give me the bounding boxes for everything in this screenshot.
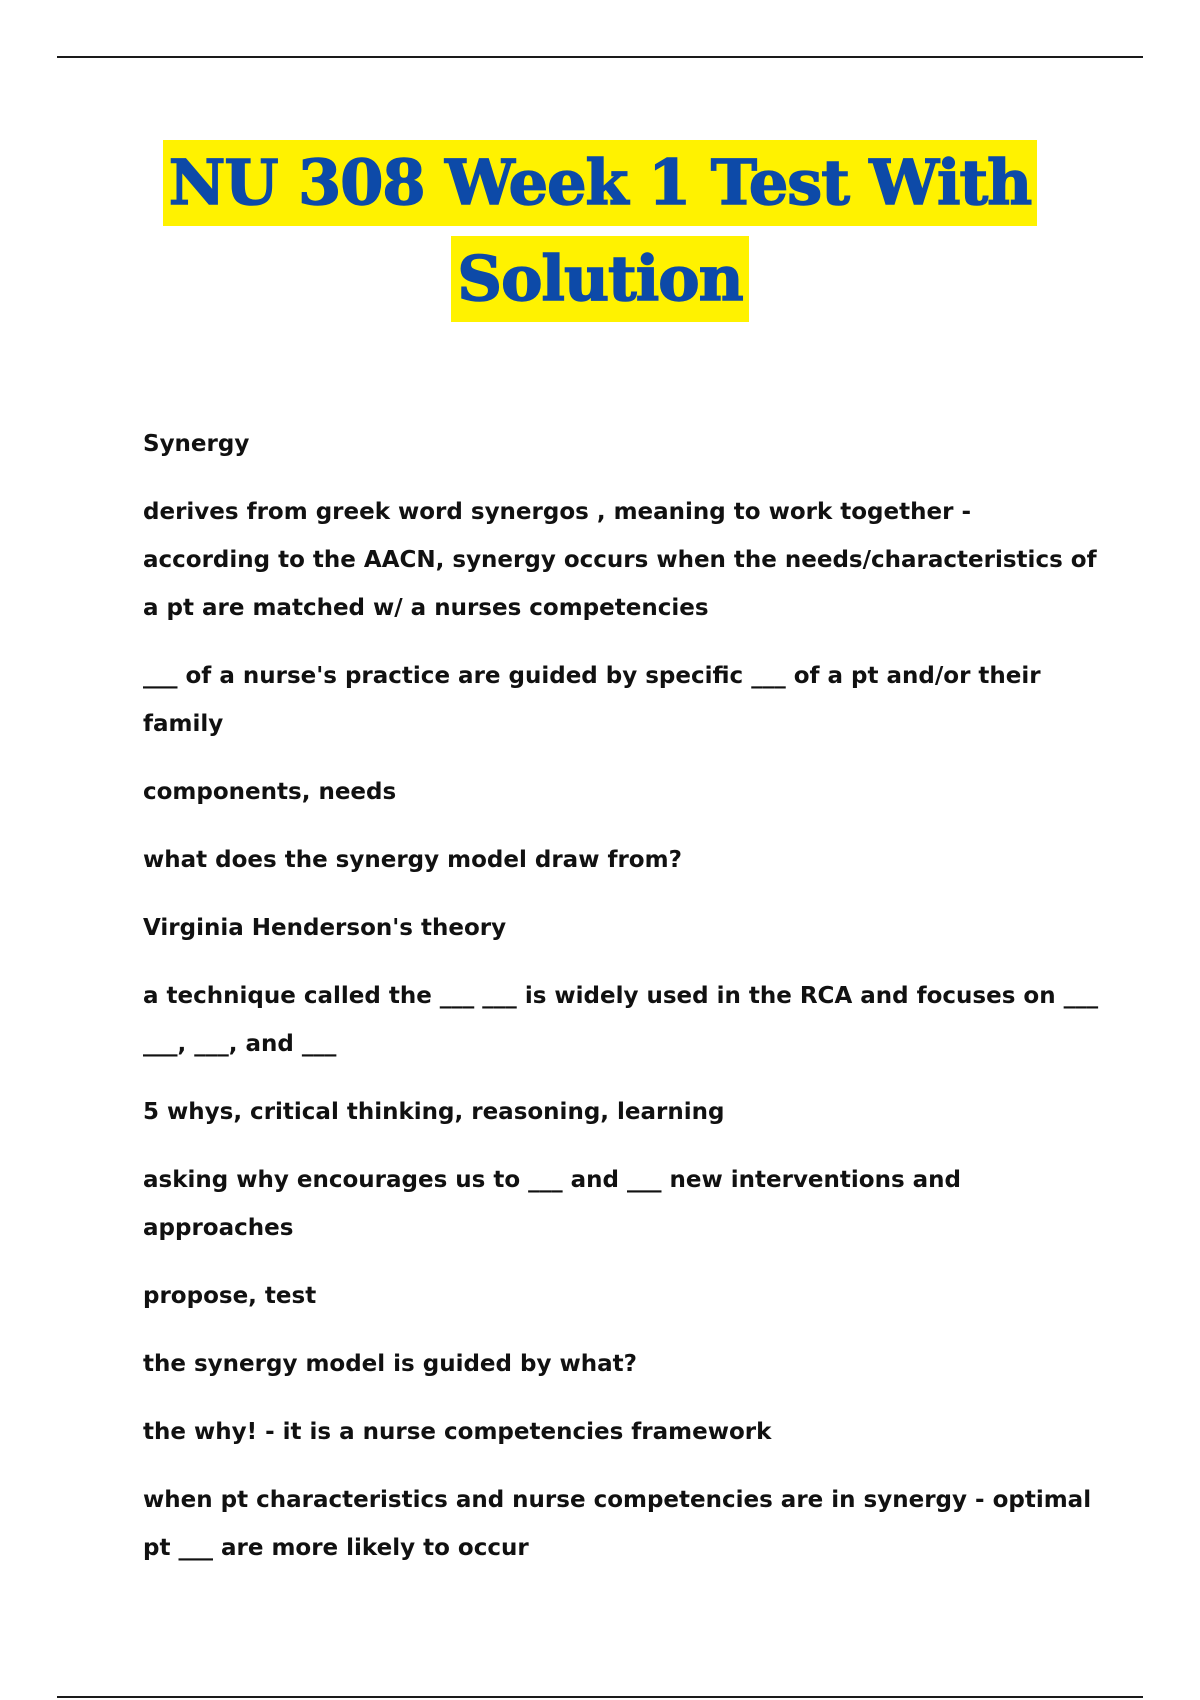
document-title: [0, 140, 1200, 322]
bottom-rule: [57, 1696, 1143, 1698]
answer-5-whys: 5 whys, critical thinking, reasoning, learning: [143, 1099, 725, 1125]
document-body: [143, 420, 1103, 1592]
title-line-2: Solution: [451, 236, 748, 322]
answer-henderson-theory: Virginia Henderson's theory: [143, 915, 507, 941]
question-practice-guided: ___ of a nurse's practice are guided by specific ___ of a pt and/or their family: [143, 663, 1041, 737]
question-rca-technique: a technique called the ___ ___ is widely used in the RCA and focuses on ___ ___, ___, and ___: [143, 983, 1099, 1057]
question-model-draws-from: what does the synergy model draw from?: [143, 847, 682, 873]
top-rule: [57, 56, 1143, 58]
question-optimal-outcomes: when pt characteristics and nurse competencies are in synergy - optimal pt ___ are more likely to occur: [143, 1487, 1092, 1561]
question-asking-why: asking why encourages us to ___ and ___ new interventions and approaches: [143, 1167, 962, 1241]
title-line-1: NU 308 Week 1 Test With: [163, 140, 1037, 226]
answer-the-why: the why! - it is a nurse competencies framework: [143, 1419, 772, 1445]
question-model-guided-by: the synergy model is guided by what?: [143, 1351, 637, 1377]
term-synergy: Synergy: [143, 431, 250, 457]
definition-synergy: derives from greek word synergos , meaning to work together - according to the AACN, synergy occurs when the needs/characteristics of a pt are matched w/ a nurses competencies: [143, 499, 1097, 621]
answer-propose-test: propose, test: [143, 1283, 317, 1309]
answer-components-needs: components, needs: [143, 779, 397, 805]
